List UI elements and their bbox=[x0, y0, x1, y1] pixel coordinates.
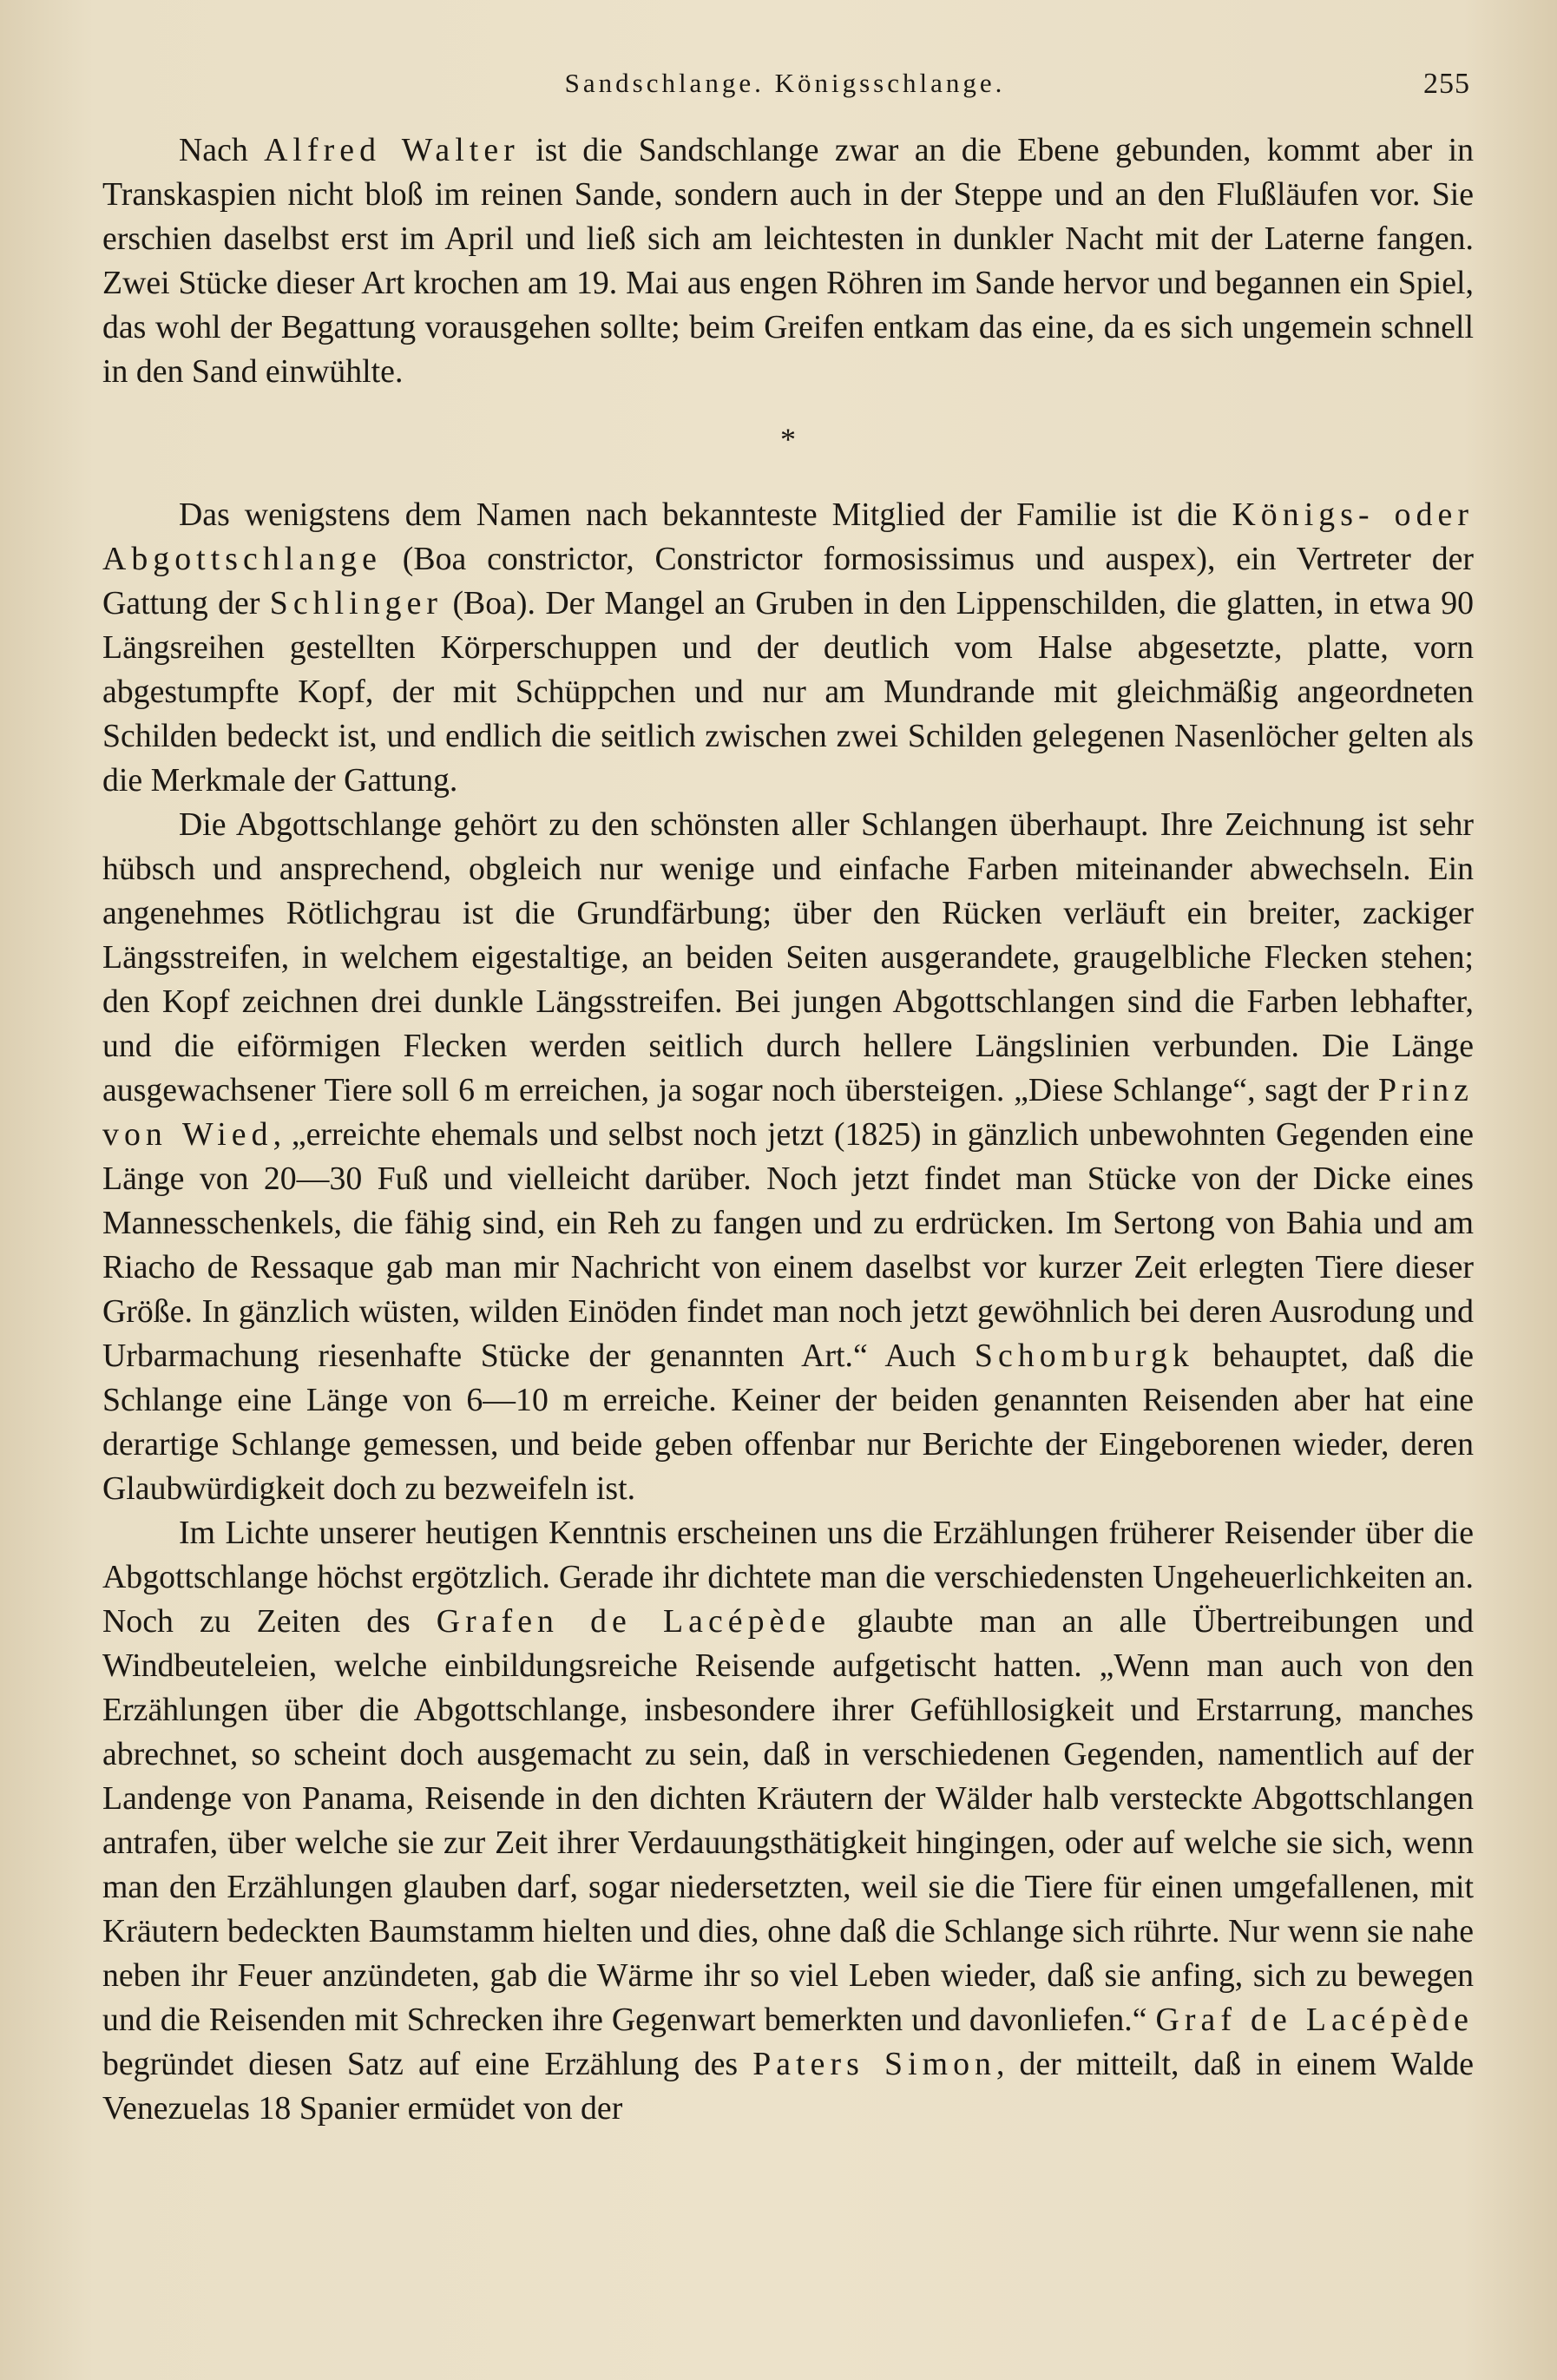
running-head: Sandschlange. Königsschlange. bbox=[564, 68, 1006, 98]
author-name-walter: Alfred Walter bbox=[264, 132, 520, 168]
page-header bbox=[100, 68, 1470, 111]
genus-name-schlinger: Schlinger bbox=[269, 585, 443, 621]
author-name-lacepede-2: Graf de Lacépède bbox=[1155, 2002, 1474, 2038]
author-name-prinz-von-wied: Prinz von Wied bbox=[102, 1072, 1474, 1153]
paragraph-earlier-travellers: Im Lichte unserer heutigen Kenntnis erscheinen uns die Erzählungen früherer Reisender über die Abgottschlange höchst ergötzlich. Gerade ihr dichtete man die verschiedensten Ungeheuerlichkeiten an. Noch zu Zeiten des Grafen de Lacépède glaubte man an alle Übertreibungen und Windbeuteleien, welche einbildungsreiche Reisende aufgetischt hatten. „Wenn man auch von den Erzählungen über die Abgottschlange, insbesondere ihrer Gefühllosigkeit und Erstarrung, manches abrechnet, so scheint doch ausgemacht zu sein, daß in verschiedenen Gegenden, namentlich auf der Landenge von Panama, Reisende in den dichten Kräutern der Wälder halb versteckte Abgottschlangen antrafen, über welche sie zur Zeit ihrer Verdauungsthätigkeit hingingen, oder auf welche sie sich, wenn man den Erzählungen glauben darf, sogar niedersetzten, weil sie die Tiere für einen umgefallenen, mit Kräutern bedeckten Baumstamm hielten und dies, ohne daß die Schlange sich rührte. Nur wenn sie nahe neben ihr Feuer anzündeten, gab die Wärme ihr so viel Leben wieder, daß sie anfing, sich zu bewegen und die Reisenden mit Schrecken ihre Gegenwart bemerkten und davonliefen.“ Graf de Lacépède begründet diesen Satz auf eine Erzählung des Paters Simon, der mitteilt, daß in einem Walde Venezuelas 18 Spanier ermüdet von der bbox=[102, 1515, 1475, 2127]
species-name-koenigsschlange: Königs- oder Abgottschlange bbox=[102, 496, 1474, 577]
paragraph-abgottschlange-description: Die Abgottschlange gehört zu den schönsten aller Schlangen überhaupt. Ihre Zeichnung ist sehr hübsch und ansprechend, obgleich nur wenige und einfache Farben miteinander abwechseln. Ein angenehmes Rötlichgrau ist die Grundfärbung; über den Rücken verläuft ein breiter, zackiger Längsstreifen, in welchem eigestaltige, an beiden Seiten ausgerandete, graugelbliche Flecken stehen; den Kopf zeichnen drei dunkle Längsstreifen. Bei jungen Abgottschlangen sind die Farben lebhafter, und die eiförmigen Flecken werden seitlich durch hellere Längslinien verbunden. Die Länge ausgewachsener Tiere soll 6 m erreichen, ja sogar noch übersteigen. „Diese Schlange“, sagt der Prinz von Wied, „erreichte ehemals und selbst noch jetzt (1825) in gänzlich unbewohnten Gegenden eine Länge von 20—30 Fuß und vielleicht darüber. Noch jetzt findet man Stücke von der Dicke eines Mannesschenkels, die fähig sind, ein Reh zu fangen und zu erdrücken. Im Sertong von Bahia und am Riacho de Ressaque gab man mir Nachricht von einem daselbst vor kurzer Zeit erlegten Tiere dieser Größe. In gänzlich wüsten, wilden Einöden findet man noch jetzt gewöhnlich bei deren Ausrodung und Urbarmachung riesenhafte Stücke der genannten Art.“ Auch Schomburgk behauptet, daß die Schlange eine Länge von 6—10 m erreiche. Keiner der beiden genannten Reisenden aber hat eine derartige Schlange gemessen, und beide geben offenbar nur Berichte der Eingeborenen wieder, deren Glaubwürdigkeit doch zu bezweifeln ist. bbox=[102, 806, 1474, 1507]
body-text bbox=[102, 128, 1474, 2131]
paragraph-koenigsschlange-intro: Das wenigstens dem Namen nach bekannteste Mitglied der Familie ist die Königs- oder Abgottschlange (Boa constrictor, Constrictor formosissimus und auspex), ein Vertreter der Gattung der Schlinger (Boa). Der Mangel an Gruben in den Lippenschilden, die glatten, in etwa 90 Längsreihen gestellten Körperschuppen und der deutlich vom Halse abgesetzte, platte, vorn abgestumpfte Kopf, der mit Schüppchen und nur am Mundrande mit gleichmäßig angeordneten Schilden bedeckt ist, und endlich die seitlich zwischen zwei Schilden gelegenen Nasenlöcher gelten als die Merkmale der Gattung. bbox=[102, 496, 1474, 799]
author-name-lacepede: Grafen de Lacépède bbox=[436, 1603, 831, 1640]
author-name-schomburgk: Schomburgk bbox=[974, 1338, 1194, 1374]
paragraph-sandschlange: Nach Alfred Walter ist die Sandschlange zwar an die Ebene gebunden, kommt aber in Transkaspien nicht bloß im reinen Sande, sondern auch in der Steppe und an den Flußläufen vor. Sie erschien daselbst erst im April und ließ sich am leichtesten in dunkler Nacht mit der Laterne fangen. Zwei Stücke dieser Art krochen am 19. Mai aus engen Röhren im Sande hervor und begannen ein Spiel, das wohl der Begattung vorausgehen sollte; beim Greifen entkam das eine, da es sich ungemein schnell in den Sand einwühlte. bbox=[102, 132, 1474, 390]
page-number: 255 bbox=[1423, 68, 1470, 100]
section-separator-asterisk: * bbox=[780, 422, 796, 457]
author-name-pater-simon: Paters Simon bbox=[752, 2046, 996, 2082]
